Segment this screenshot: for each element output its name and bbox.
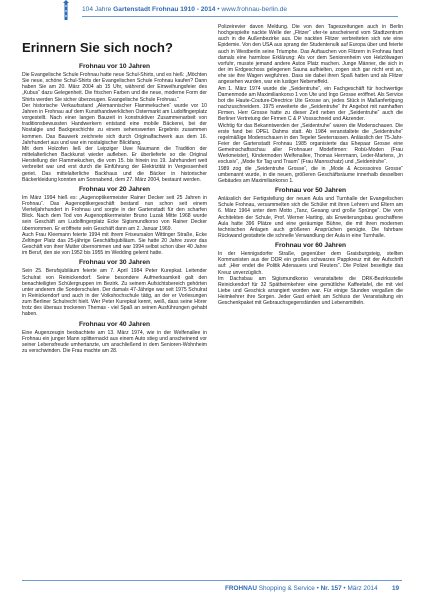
article-title: Erinnern Sie sich noch? <box>22 40 173 55</box>
page-header <box>0 0 424 22</box>
section-paragraph: Anlässlich der Fertigstellung der neuen Aula und Turnhalle der Evangelischen Schule Frohnau, versammelten sich die Schüler mit ihren Lehrern und Eltern am 6. März 1964 unter dem Motto „Tanz, Gesang und große Sprünge“. Die vom Architekten der Schule, Prof. Werner Harting, als Erweiterungsbau geschaffene Aula hatte 396 Plätze und eine geräumige Bühne, die mit ihren modernen technischen Anlagen auch größeren Ansprüchen genügte. Die fahrbare Rückwand gestattete die schnelle Verwandlung der Aula in eine Turnhalle. <box>218 196 403 239</box>
footer-rule <box>22 580 402 581</box>
section-paragraph: Auch Frau Kleemann feierte 1994 mit ihrem Friseursalon Wittinger Straße, Ecke Zeltinger Platz das 25-jährige Geschäftsjubiläum. Sie hatte 20 Jahre zuvor das Geschäft von ihrer Mutter übernommen und war 1994 selbst schon über 40 Jahre im Beruf, den sie von 1952 bis 1955 im Wedding gelernt hatte. <box>22 231 207 257</box>
page-footer <box>0 580 424 600</box>
left-column <box>22 22 207 354</box>
footer-date: März 2014 <box>347 585 378 592</box>
section-paragraph: Wichtig für das Bekanntwerden der „Seidentruhe“ waren die Modenschauen. Die erste fand bei OPEL Dahms statt. Ab 1984 veranstaltete die „Seidentruhe“ regelmäßige Modenschauen in den Tegeler Seeterrassen. Anlässlich der 75-Jahr-Feier der Gartenstadt Frohnau 1985 organisierte das Ehepaar Grosse eine Gemeinschaftsschau aller Frohnauer Modefirmen: Robü-Moden (Frau Werkmeister), Kindermoden Welfenallee, Thomas Herrmann, Leder-Martens, „In exclusiv“, „Mode für Tag und Traum“ (Frau Mannschatz) und „Seidentruhe“. <box>218 122 403 166</box>
section-paragraph: Polizeirevier davon Meldung. Die von den Tageszeitungen auch in Berlin hochgespielte nackte Welle der „Flitzer“ ufer-te anscheinend vom Stadtzentrum auch in die Außenbezirke aus. Die nackten Flitzer verbreiteten sich wie eine Epidemie. Von den USA aus sprang der Studentenulk auf Europa über und feierte auch in Westberlin seine Triumphe. Das Auftauchen von Flitzern in Frohnau fand damals eine harmlose Erklärung: Als vor dem Seniorenheim von Helzölwagen vorfuhr, musste jemand andere Autos Platz machen. Junge Männer, die sich in der im Erdgeschoss gelegenen Sauna aufhielten, zogen sich gar nicht erst an, ehe sie ihre Wagen wegfuhren. Dass sie dabei ihren Spaß hatten und als Flitzer angesehen wurden, war ein lustiger Nebeneffekt. <box>218 24 403 86</box>
footer-text: FROHNAU Shopping & Service • Nr. 157 • März 2014 <box>225 585 378 592</box>
section-paragraph: Der historische Verkaufsstand „Alemannischer Flammekuchen“ wurde vor 10 Jahren in Frohnau auf dem Kunsthandwerklichen Ostermarkt am Ludolfingerplatz vorgestellt. Nach einer langen Bauzeit in konstruktiver Zusammenarbeit von traditionsbewussten Handwerkern entstand eine mobile Bäckerei, bei der Nostalgie und Backgeschichte zu einem sehenswerten Ergebnis zusammen kommen. Das Bauwerk zeichnete sich durch Originalfachwerk aus dem 16. Jahrhundert aus und war ein nostalgischer Blickfang. <box>22 102 207 146</box>
section-paragraph: Mit dem Holzofen ließ der Leipziger Uwe Naumann die Tradition der mittelalterlichen Backkunst wieder aufleben. Er überlieferte so die Original Herstellung der Flammekuchen, die vom 15. bis hinein ins 19. Jahrhundert weit verbreitet war und erst durch die Einführung der Elektrizität in Vergessenheit geriet. Das mittelalterliche Backhaus und die Bäcker in historischer Bäckerkleidung konnten am Sonnabend, dem 27. März 2004, bestaunt werden. <box>22 145 207 183</box>
section-paragraph: Sein 25. Berufsjubiläum feierte am 7. April 1984 Peter Kurepkat. Leitender Schulrat von Reinickendorf. Seine besondere Aufmerksamkeit galt den benachteiligten Schülergruppen im Bezirk. Zu seinem Aufsichtsbereich gehörten unter anderem die Sonderschulen. Der damals 47-Jährige war seit 1975 Schulrat in Reinickendorf und auch in der Volkshochschule tätig, an der er Vorlesungen zum Berliner Schulrecht hielt. Wer Peter Kurepkat kennt, weiß, dass seine Hörer trotz des überaus trockenen Themas - viel Spaß an seinen Ausführungen gehabt haben. <box>22 268 207 318</box>
header-rule <box>82 16 398 17</box>
section-paragraph: Eine Augenzeugin beobachtete am 13. März 1974, wie in der Welfenallee in Frohnau ein junger Mann splitternackt aus einem Auto stieg und anscheinend vor seiner Lebensfreude umhertanzte, um anschließend in dem Senioren-Wohnheim zu verschwinden. Die Frau machte am 28. <box>22 329 207 355</box>
lighthouse-logo-icon <box>55 0 77 22</box>
header-text: 104 Jahre Gartenstadt Frohnau 1910 - 2014 • www.frohnau-berlin.de <box>82 6 288 13</box>
section-paragraph: In der Hennigsdorfer Straße, gegenüber dem Graisburgsteig, stellten Kommunisten aus der DDR ein großes schwarzes Pappkreuz mit der Aufschrift auf: „Hier endet die Politik Adenauers und Reuters“. Die Polizei beseitigte das Kreuz unverzüglich. <box>218 251 403 276</box>
footer-brand: FROHNAU <box>225 585 257 592</box>
section-heading: Frohnau vor 20 Jahren <box>78 185 151 193</box>
section-paragraph: Im Dachsbau am Sigismundkorso veranstaltete die DRK-Bezirksstelle Reinickendorf für 32 Spätheimkehrer eine gemütliche Kaffeetafel, die mit viel Liebe und Geschick arrangiert worden war. Für einige Stunden vergaßen die Heimkehrer ihre Sorgen. Jeder Gast erhielt am Schluss der Veranstaltung ein Geschenkpaket mit Gebrauchsgegenständen und Lebensmitteln. <box>218 275 403 307</box>
place-years: Frohnau 1910 - 2014 <box>152 6 216 13</box>
section-heading: Frohnau vor 40 Jahren <box>78 320 151 328</box>
footer-issue: Nr. 157 <box>320 585 342 592</box>
section-heading: Frohnau vor 50 Jahren <box>274 187 347 195</box>
section-paragraph: Im März 1994 hieß es: „Augenoptikermeister Rainer Decker seit 25 Jahren in Frohnau“. Das Augenoptikergeschäft bestand nun schon seit einem Vierteljahrhundert in Frohnau und sorgte in der Gartenstadt für den scharfen Blick. Nach dem Tod von Augenoptikermeister Bruno Luzak Mitte 1968 wurde sein Geschäft am Ludolfingerplatz Ecke Sigismundkorso von Rainer Decker übernommen. Er eröffnete sein Geschäft dann am 2. Januar 1969. <box>22 194 207 232</box>
section-heading: Frohnau vor 60 Jahren <box>274 242 347 250</box>
section-paragraph: Am 1. März 1974 wurde die „Seidentruhe“, ein Fachgeschäft für hochwertige Damenmode am Maximiliankorso 1 von Ute und Ingo Grosse eröffnet. Als Service bot die Haute-Couture-Directrice Ute Grosse an, jedes Stück in Maßanfertigung nachzuschneidern. 1975 erweiterte die „Seidentruhe“ ihr Angebot mit namhaften Firmen. Herr Grosse hatte zu dieser Zeit neben der „Seidentruhe“ auch die Berliner Vertretung der Firmen C & P Vossschneid und Akzender. <box>218 85 403 123</box>
footer-subtitle: Shopping & Service <box>258 585 315 592</box>
school-name: Gartenstadt <box>113 6 151 13</box>
section-heading: Frohnau vor 30 Jahren <box>78 259 151 267</box>
section-heading: Frohnau vor 10 Jahren <box>78 63 151 70</box>
section-paragraph: Die Evangelische Schule Frohnau hatte neue Schul-Shirts, und es hieß: „Möchten Sie neue, schöne Schul-Shirts der Evangelischen Schule Frohnau kaufen? Dann haben Sie am 20. März 2004 ab 15 Uhr, während der Einweihungsfeier des „Kubus“ dazu Gelegenheit. Die frischen Farben und die neue, moderne Form der Shirts werden Sie sicher überzeugen. Evangelische Schule Frohnau.“ <box>22 72 207 103</box>
page-number: 19 <box>392 585 400 592</box>
website-link[interactable]: www.frohnau-berlin.de <box>221 6 288 13</box>
anniversary: 104 Jahre <box>82 6 112 13</box>
right-column <box>218 22 403 307</box>
section-paragraph: 1989 zog die „Seidentruhe Grosse“, die in „Mode & Accessoires Grosse“ umbenannt wurde, in die neuen, größeren Geschäftsräume innerhalb desselben Gebäudes am Maximiliankorso 1. <box>218 165 403 184</box>
